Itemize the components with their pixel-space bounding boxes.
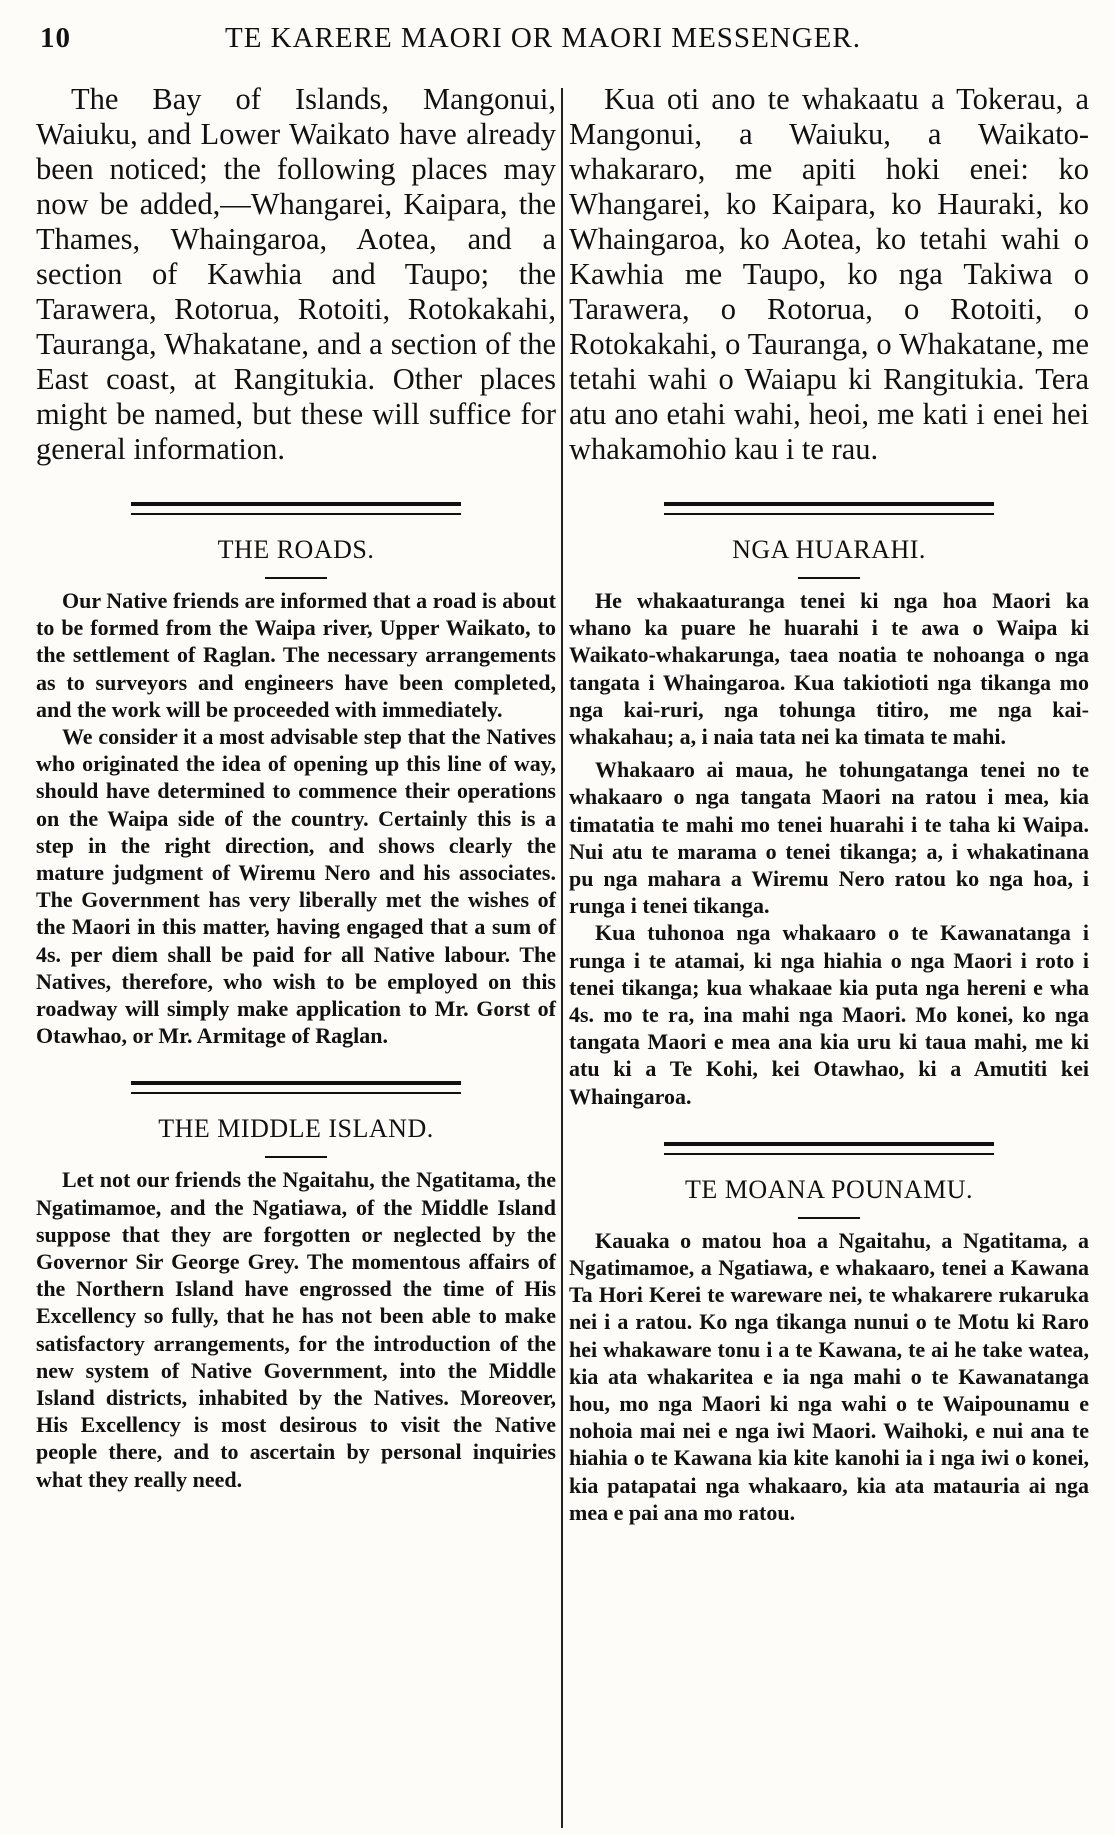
huarahi-paragraph-1: He whakaaturanga tenei ki nga hoa Maori ka whano ka puare he huarahi i te awa o Waipa ki Waikato-whakarunga, taea noatia te nohoanga o nga tangata i Whaingaroa. Kua takiotioti nga tikanga mo nga kai-ruri, nga tohunga titiro, me nga kai-whakahau; a, i naia tata nei ka timata te mahi.: [569, 588, 1089, 750]
section-heading-te-moana-pounamu: TE MOANA POUNAMU.: [684, 1174, 973, 1204]
section-heading-nga-huarahi: NGA HUARAHI.: [732, 535, 926, 564]
middle-island-paragraph-1: Let not our friends the Ngaitahu, the Ngatitama, the Ngatimamoe, and the Ngatiawa, of the Middle Island suppose that they are forgotten or neglected by the Governor Sir George Grey. The momentous affairs of the Northern Island have engrossed the time of His Excellency so fully, that he has not been able to make satisfactory arrangements, for the introduction of the new system of Native Government, into the Middle Island districts, inhabited by the Natives. Moreover, His Excellency is most desirous to visit the Native people there, and to ascertain by personal inquiries what they really need.: [36, 1167, 556, 1492]
section-heading-roads: THE ROADS.: [217, 535, 375, 564]
roads-paragraph-2: We consider it a most advisable step that the Natives who originated the idea of opening up this line of way, should have determined to commence their operations on the Waipa side of the country. Certainly this is a step in the right direction, and shows clearly the mature judgment of Wiremu Nero and his associates. The Government has very liberally met the wishes of the Maori in this matter, having engaged that a sum of 4s. per diem shall be paid for all Native labour. The Natives, therefore, who wish to be employed on this roadway will simply make application to Mr. Gorst of Otawhao, or Mr. Armitage of Raglan.: [36, 724, 556, 1049]
page-number: 10: [40, 22, 71, 54]
section-heading-middle-island: THE MIDDLE ISLAND.: [158, 1114, 434, 1144]
roads-paragraph-1: Our Native friends are informed that a road is about to be formed from the Waipa river, Upper Waikato, to the settlement of Raglan. The necessary arrangements as to surveyors and engineers have been completed, and the work will be proceeded with immediately.: [36, 588, 556, 722]
section-rule: [131, 1081, 461, 1094]
intro-paragraph-english: The Bay of Islands, Mangonui, Waiuku, and Lower Waikato have already been noticed; the following places may now be added,—Whangarei, Kaipara, the Thames, Whaingaroa, Aotea, and a section of Kawhia and Taupo; the Tarawera, Rotorua, Rotoiti, Rotokakahi, Tauranga, Whakatane, and a section of the East coast, at Rangitukia. Other places might be named, but these will suffice for general information.: [36, 82, 556, 466]
english-column: [36, 82, 556, 1493]
section-rule: [131, 502, 461, 515]
section-rule: [664, 1142, 994, 1155]
huarahi-paragraph-3: Kua tuhonoa nga whakaaro o te Kawanatanga i runga i te atamai, ki nga hiahia o nga Maori i roto i tenei tikanga; kua whakaae kia puta nga hereni e wha 4s. mo te ra, ina mahi nga Maori. Mo konei, ko nga tangata Maori e mea ana kia uru ki taua mahi, me ki atu ki a Te Kohi, kei Otawhao, ki a Amutiti kei Whaingaroa.: [569, 920, 1089, 1109]
column-divider: [561, 88, 563, 1828]
maori-column: [569, 82, 1089, 1526]
running-title: TE KARERE MAORI OR MAORI MESSENGER.: [225, 22, 861, 54]
section-rule: [664, 502, 994, 515]
page-header: [40, 18, 1080, 58]
intro-paragraph-maori: Kua oti ano te whakaatu a Tokerau, a Mangonui, a Waiuku, a Waikato-whakararo, me apiti hoki enei: ko Whangarei, ko Kaipara, ko Hauraki, ko Whaingaroa, ko Aotea, ko tetahi wahi o Kawhia me Taupo, ko nga Takiwa o Tarawera, o Rotorua, o Rotoiti, o Rotokakahi, o Tauranga, o Whakatane, me tetahi wahi o Waiapu ki Rangitukia. Tera atu ano etahi wahi, heoi, me kati i enei hei whakamohio kau i te rau.: [569, 82, 1089, 466]
moana-pounamu-paragraph-1: Kauaka o matou hoa a Ngaitahu, a Ngatitama, a Ngatimamoe, a Ngatiawa, e whakaaro, tenei a Kawana Ta Hori Kerei te wareware nei, te whakarere rukaruka nei i a ratou. Ko nga tikanga nunui o te Motu ki Raro hei whakaware tonu i a te Kawana, te ai he take watea, kia ata whakaritea e ia nga mahi o te Kawanatanga hou, mo nga Maori ki nga wahi o te Waipounamu e nohoia mai nei e nga iwi Maori. Waihoki, e nui ana te hiahia o te Kawana kia kite kanohi ia i nga iwi o konei, kia patapatai nga whakaaro, kia ata matauria ai nga mea e pai ana mo ratou.: [569, 1227, 1089, 1525]
huarahi-paragraph-2: Whakaaro ai maua, he tohungatanga tenei no te whakaaro o nga tangata Maori na ratou i mea, kia timatatia te mahi mo tenei huarahi i te taha ki Waipa. Nui atu te marama o tenei tikanga; a, i whakatinana pu nga mahara a Wiremu Nero ratou ko nga hoa, i runga i tenei tikanga.: [569, 757, 1089, 919]
